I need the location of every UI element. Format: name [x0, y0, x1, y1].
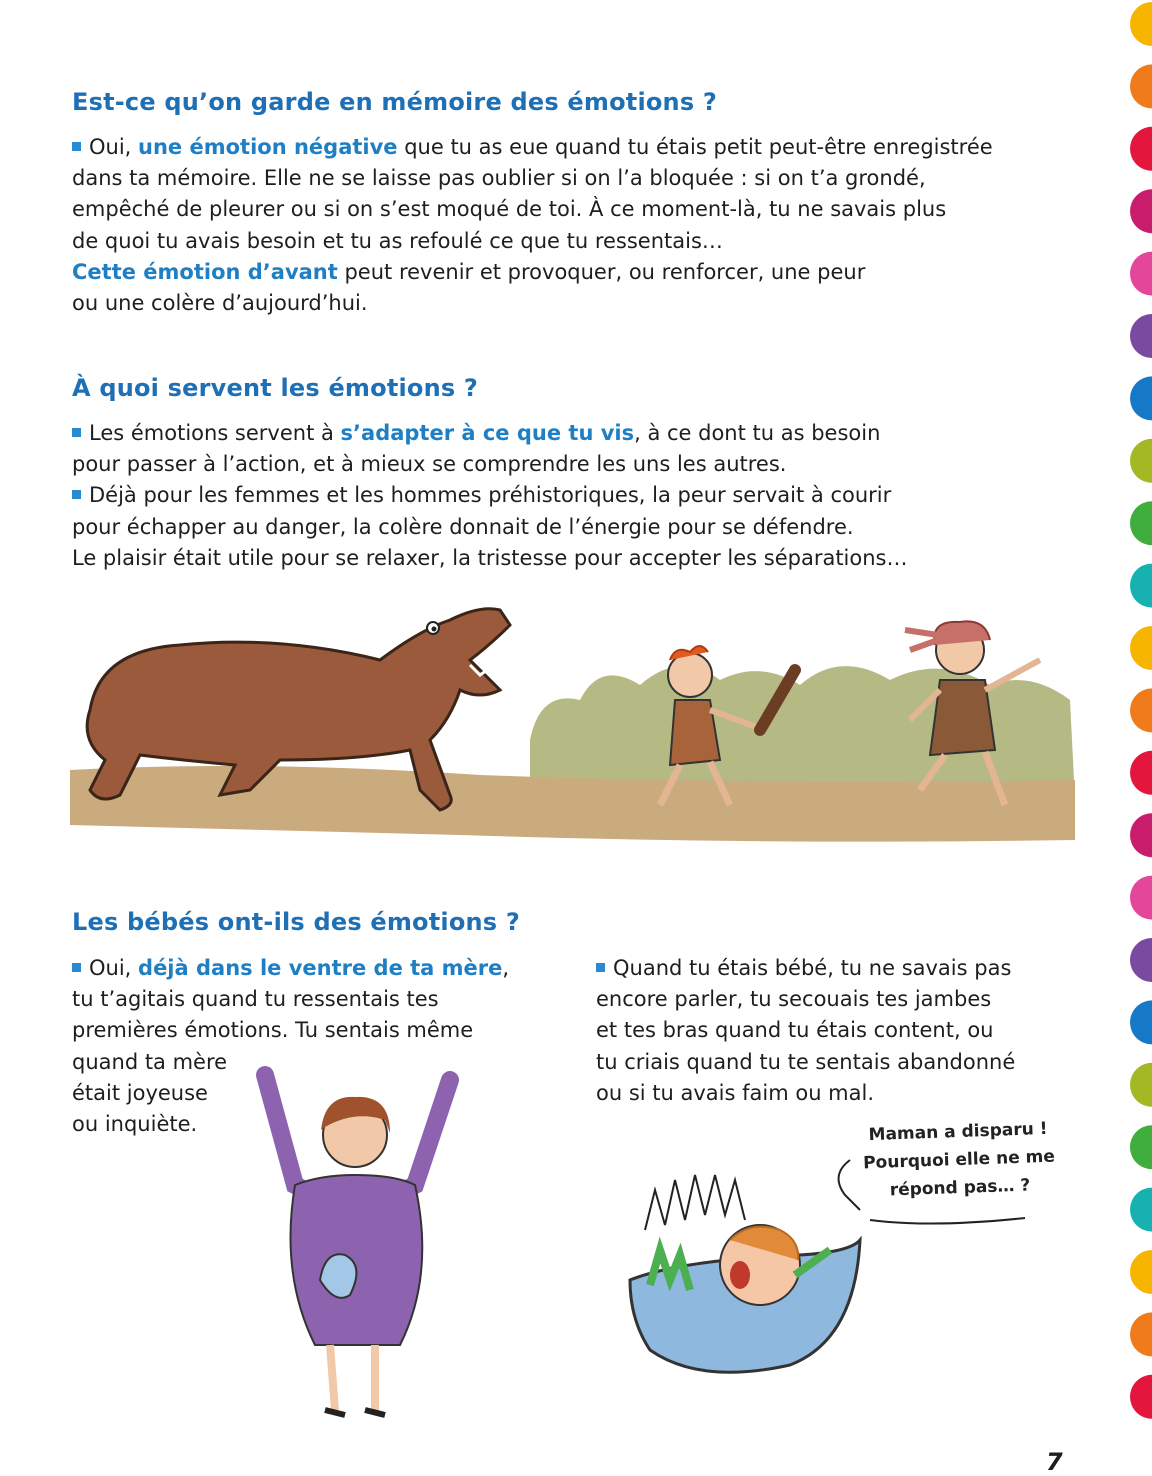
color-dot: [1130, 1312, 1152, 1356]
color-dot: [1130, 1125, 1152, 1169]
highlight-text: Cette émotion d’avant: [72, 259, 338, 284]
paragraph-memory: Oui, une émotion négative que tu as eue quand tu étais petit peut-être enregistrée dans ta mémoire. Elle ne se laisse pas oublier si on l’a bloquée : si on t’a grondé, empêché de pleurer ou si on s’est moqué de toi. À ce moment-là, tu ne savais plus de quoi tu avais besoin et tu as refoulé ce que tu ressentais… Cette émotion d’avant peut revenir et provoquer, ou renforcer, une peur ou une colère d’aujourd’hui.: [72, 135, 993, 316]
color-dot: [1130, 688, 1152, 732]
highlight-text: déjà dans le ventre de ta mère: [138, 956, 503, 980]
bullet-icon: [596, 963, 605, 972]
section-heading-purpose: À quoi servent les émotions ?: [72, 374, 479, 402]
section-heading-memory: Est-ce qu’on garde en mémoire des émotions ?: [72, 88, 718, 116]
speech-bubble: Maman a disparu ! Pourquoi elle ne me répond pas… ?: [862, 1118, 1056, 1201]
speech-bubble-outline: [830, 1150, 1040, 1230]
bullet-icon: [72, 142, 81, 151]
color-dot: [1130, 1000, 1152, 1044]
highlight-text: s’adapter à ce que tu vis: [340, 421, 635, 445]
color-dot: [1130, 564, 1152, 608]
color-dot: [1130, 751, 1152, 795]
color-dot: [1130, 64, 1152, 108]
pregnant-mother-illustration: [225, 1055, 475, 1425]
bullet-icon: [72, 963, 81, 972]
paragraph-babies-left: Oui, déjà dans le ventre de ta mère, tu t’agitais quand tu ressentais tes premières émotions. Tu sentais même quand ta mère était joyeuse ou inquiète.: [72, 956, 510, 1137]
paragraph-purpose: Les émotions servent à s’adapter à ce que tu vis, à ce dont tu as besoin pour passer à l’action, et à mieux se comprendre les uns les autres. Déjà pour les femmes et les hommes préhistoriques, la peur servait à courir pour échapper au danger, la colère donnait de l’énergie pour se défendre. Le plaisir était utile pour se relaxer, la tristesse pour accepter les séparations…: [72, 421, 908, 570]
prehistoric-chase-illustration: [60, 590, 1090, 860]
section-heading-babies: Les bébés ont-ils des émotions ?: [72, 908, 520, 936]
color-dot: [1130, 1063, 1152, 1107]
color-dot: [1130, 1375, 1152, 1419]
color-dot: [1130, 1188, 1152, 1232]
highlight-text: une émotion négative: [138, 135, 398, 159]
page-number: 7: [1046, 1448, 1063, 1476]
paragraph-babies-right: Quand tu étais bébé, tu ne savais pas encore parler, tu secouais tes jambes et tes bras quand tu étais content, ou tu criais quand tu te sentais abandonné ou si tu avais faim ou mal.: [596, 956, 1016, 1105]
color-dot: [1130, 252, 1152, 296]
color-dot: [1130, 1250, 1152, 1294]
color-dot: [1130, 314, 1152, 358]
color-dot: [1130, 501, 1152, 545]
color-dot: [1130, 2, 1152, 46]
color-dot: [1130, 439, 1152, 483]
color-dot: [1130, 876, 1152, 920]
color-dot: [1130, 189, 1152, 233]
bullet-icon: [72, 428, 81, 437]
color-dots-strip: [1128, 0, 1152, 1476]
color-dot: [1130, 626, 1152, 670]
color-dot: [1130, 127, 1152, 171]
color-dot: [1130, 376, 1152, 420]
bullet-icon: [72, 490, 81, 499]
color-dot: [1130, 938, 1152, 982]
color-dot: [1130, 813, 1152, 857]
